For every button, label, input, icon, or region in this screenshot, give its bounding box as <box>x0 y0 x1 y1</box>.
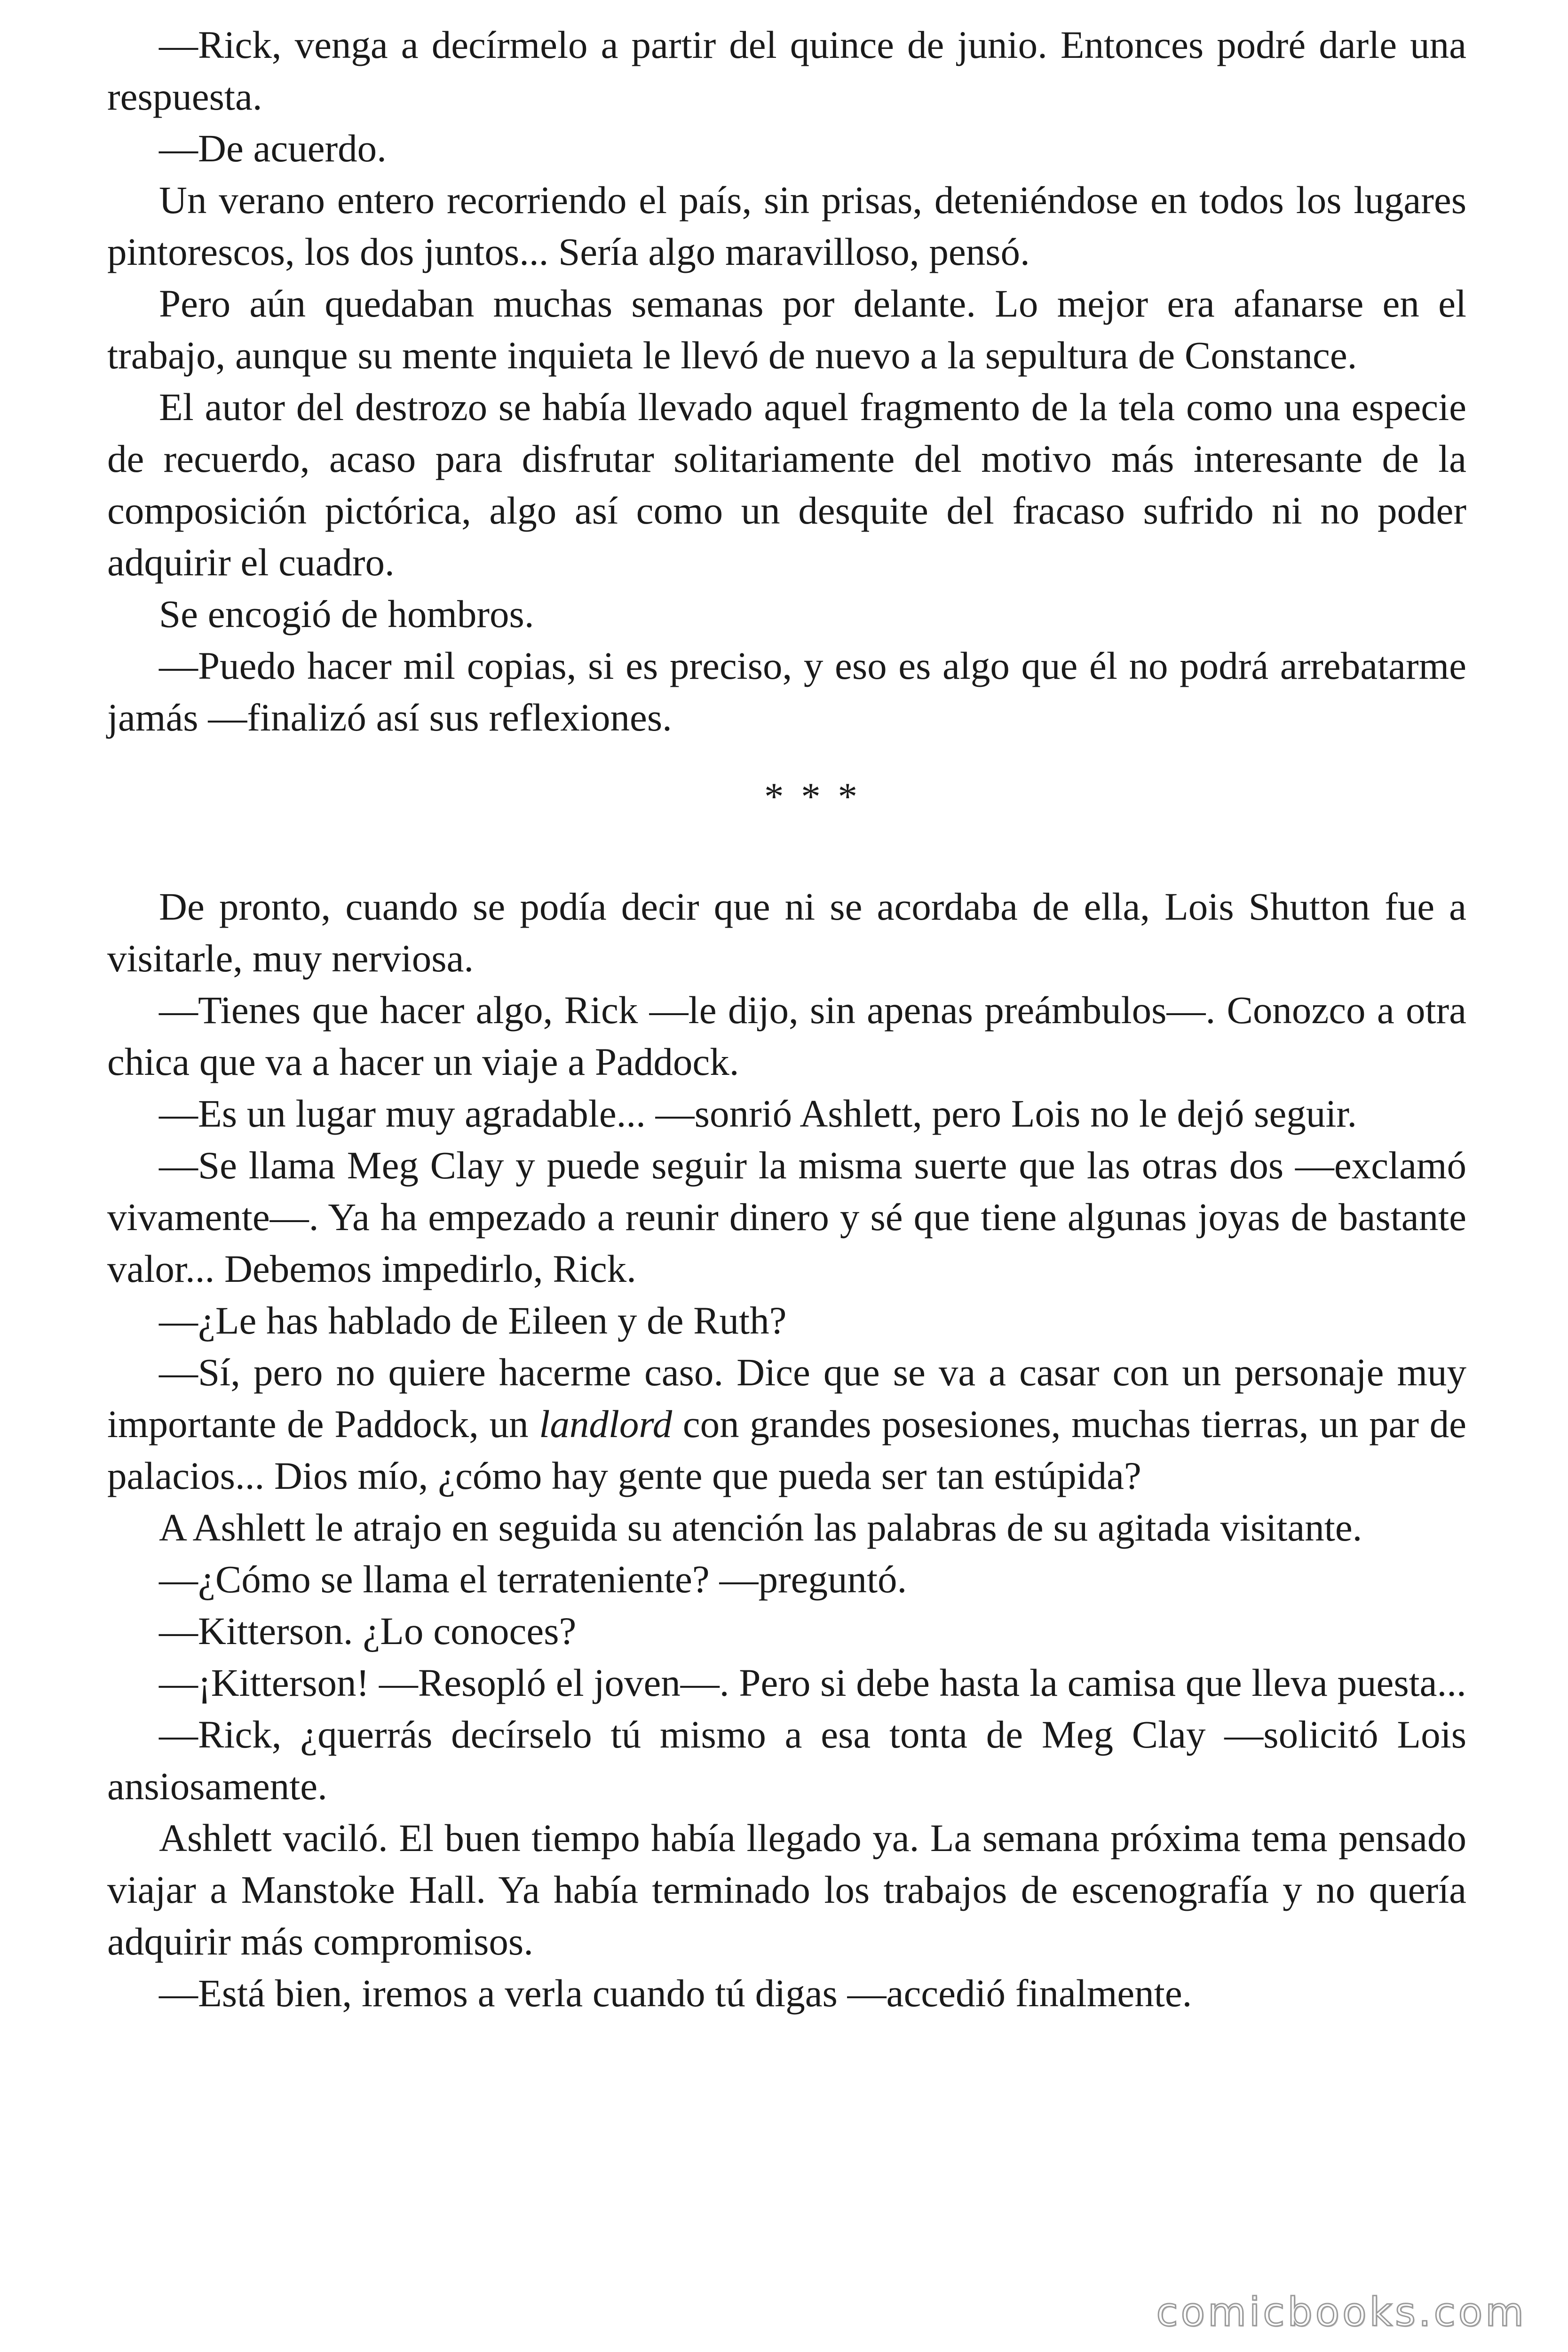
paragraph: —Kitterson. ¿Lo conoces? <box>159 1609 577 1653</box>
paragraph-landlord <box>107 1346 1466 1502</box>
paragraph: —Puedo hacer mil copias, si es preciso, y eso es algo que él no podrá arrebatarme jamás —finalizó así sus reflexiones. <box>107 644 1466 739</box>
paragraph: —Es un lugar muy agradable... —sonrió Ashlett, pero Lois no le dejó seguir. <box>159 1092 1357 1135</box>
paragraph: —Está bien, iremos a verla cuando tú digas —accedió finalmente. <box>159 1971 1192 2015</box>
paragraph: —Se llama Meg Clay y puede seguir la misma suerte que las otras dos —exclamó vivamente—. Ya ha empezado a reunir dinero y sé que tiene algunas joyas de bastante valor... Debemos impedirlo, Rick. <box>107 1144 1466 1290</box>
paragraph: A Ashlett le atrajo en seguida su atención las palabras de su agitada visitante. <box>159 1506 1362 1549</box>
paragraph: —¿Cómo se llama el terrateniente? —preguntó. <box>159 1557 907 1601</box>
landlord-italic-word: landlord <box>539 1402 673 1446</box>
paragraph: —¡Kitterson! —Resopló el joven—. Pero si debe hasta la camisa que lleva puesta... <box>159 1661 1466 1704</box>
paragraph: Se encogió de hombros. <box>159 592 534 636</box>
watermark: comicbooks.com <box>1156 2289 1527 2335</box>
paragraph: —Tienes que hacer algo, Rick —le dijo, sin apenas preámbulos—. Conozco a otra chica que va a hacer un viaje a Paddock. <box>107 988 1466 1083</box>
paragraph: —Rick, venga a decírmelo a partir del quince de junio. Entonces podré darle una respuesta. <box>107 23 1466 118</box>
paragraph: —¿Le has hablado de Eileen y de Ruth? <box>159 1299 787 1342</box>
landlord-text-before: —Sí, pero no quiere hacerme caso. Dice que se va a casar con un personaje muy importante de Paddock, un <box>107 1351 1466 1446</box>
landlord-text-after: con grandes posesiones, muchas tierras, un par de palacios... Dios mío, ¿cómo hay gente que pueda ser tan estúpida? <box>107 1402 1466 1497</box>
paragraph: —Rick, ¿querrás decírselo tú mismo a esa tonta de Meg Clay —solicitó Lois ansiosamente. <box>107 1713 1466 1808</box>
paragraph: Ashlett vaciló. El buen tiempo había llegado ya. La semana próxima tema pensado viajar a Manstoke Hall. Ya había terminado los trabajos de escenografía y no quería adquirir más compromisos. <box>107 1816 1466 1963</box>
page-text <box>107 19 1466 2019</box>
paragraph: De pronto, cuando se podía decir que ni se acordaba de ella, Lois Shutton fue a visitarle, muy nerviosa. <box>107 885 1466 980</box>
paragraph: Un verano entero recorriendo el país, sin prisas, deteniéndose en todos los lugares pintorescos, los dos juntos... Sería algo maravilloso, pensó. <box>107 178 1466 273</box>
paragraph: El autor del destrozo se había llevado aquel fragmento de la tela como una especie de recuerdo, acaso para disfrutar solitariamente del motivo más interesante de la composición pictórica, algo así como un desquite del fracaso sufrido ni no poder adquirir el cuadro. <box>107 385 1466 584</box>
paragraph: —De acuerdo. <box>159 127 387 170</box>
section-separator: * * * <box>764 775 861 818</box>
paragraph: Pero aún quedaban muchas semanas por delante. Lo mejor era afanarse en el trabajo, aunque su mente inquieta le llevó de nuevo a la sepultura de Constance. <box>107 282 1466 377</box>
